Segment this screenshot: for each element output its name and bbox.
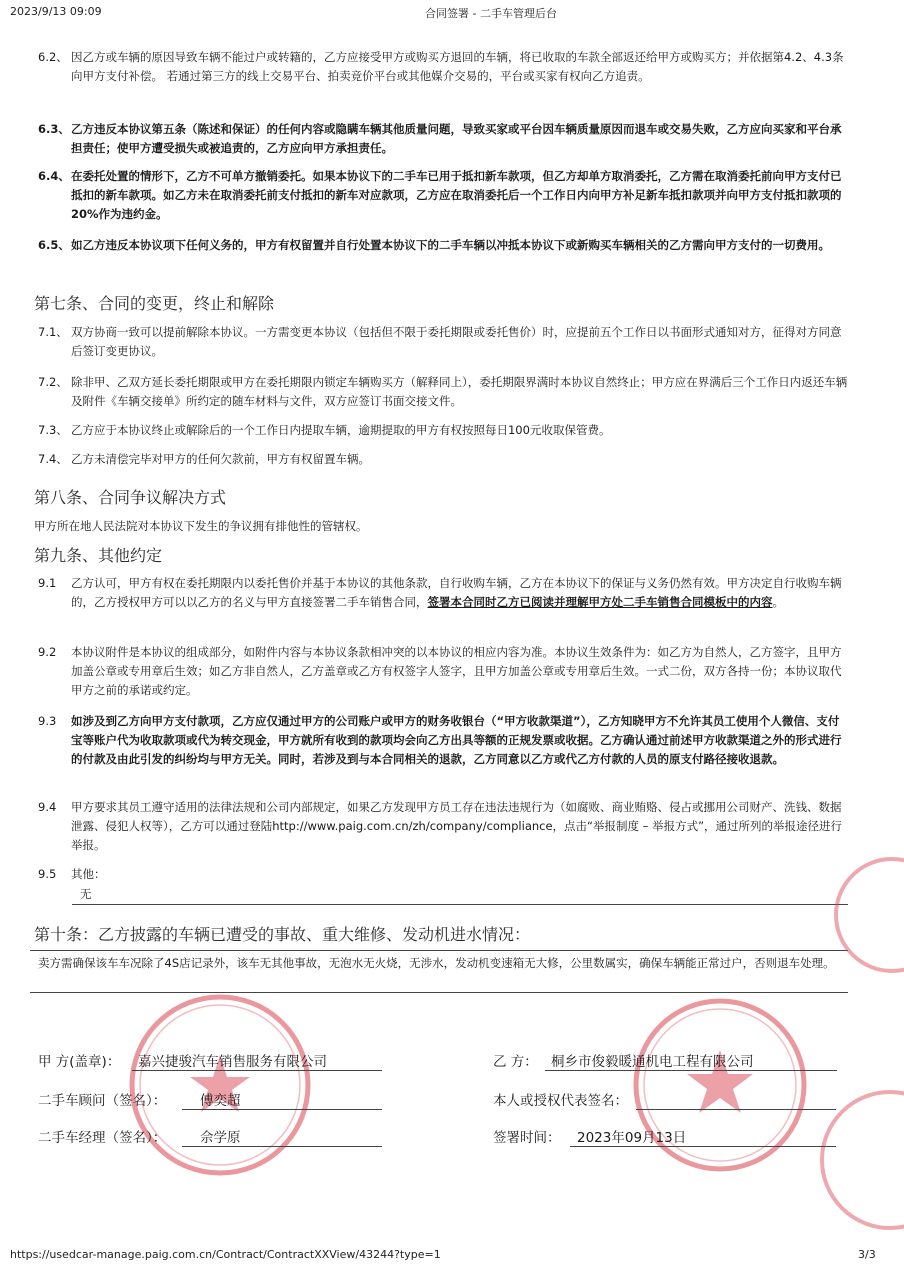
party-a-name: 嘉兴捷骏汽车销售服务有限公司: [138, 1054, 327, 1070]
article-7-heading: 第七条、合同的变更，终止和解除: [34, 294, 275, 313]
page-number: 3/3: [858, 1248, 876, 1261]
divider: [72, 904, 848, 905]
article-9-heading: 第九条、其他约定: [34, 546, 163, 565]
clause-number: 6.2、: [38, 50, 68, 64]
sign-date: 2023年09月13日: [577, 1130, 687, 1146]
article-8-text: 甲方所在地人民法院对本协议下发生的争议拥有排他性的管辖权。: [34, 519, 368, 533]
signature-line: [570, 1146, 836, 1147]
article-8-heading: 第八条、合同争议解决方式: [34, 488, 227, 507]
print-datetime: 2023/9/13 09:09: [10, 5, 102, 18]
signature-line: [545, 1070, 837, 1071]
clause-number: 9.3: [38, 714, 57, 728]
clause-number: 6.3、: [38, 122, 70, 136]
clause-number: 7.2、: [38, 375, 68, 389]
party-b-label: 乙 方：: [493, 1054, 538, 1070]
clause-number: 6.4、: [38, 169, 70, 183]
company-seal-b: [625, 990, 815, 1180]
clause-text: 乙方未清偿完毕对甲方的任何欠款前，甲方有权留置车辆。: [71, 452, 370, 466]
clause-number: 9.4: [38, 800, 57, 814]
clause-text-plain: 乙方认可，甲方有权在委托期限内以委托售价并基于本协议的其他条款，自行收购车辆，乙方在本协议下的保证与义务仍然有效。甲方决定自行收购车辆的，乙方授权甲方可以以乙方的名义与甲方直接签署二手车销售合同，: [71, 576, 842, 609]
sign-date-label: 签署时间：: [493, 1130, 561, 1146]
clause-text: 在委托处置的情形下，乙方不可单方撤销委托。如果本协议下的二手车已用于抵扣新车款项，但乙方却单方取消委托，乙方需在取消委托前向甲方支付已抵扣的新车款项。如乙方未在取消委托前支付抵扣的新车对应款项，乙方应在取消委托后一个工作日内向甲方补足新车抵扣款项并向甲方支付抵扣款项的20%作为违约金。: [71, 169, 842, 221]
manager-label: 二手车经理（签名）：: [38, 1130, 167, 1146]
clause-text: 乙方违反本协议第五条（陈述和保证）的任何内容或隐瞒车辆其他质量问题，导致买家或平台因车辆质量原因而退车或交易失败，乙方应向买家和平台承担责任；使甲方遭受损失或被追责的，乙方应向甲方承担责任。: [71, 122, 842, 155]
clause-label: 其他：: [71, 867, 106, 881]
article-10-heading: 第十条：乙方披露的车辆已遭受的事故、重大维修、发动机进水情况：: [34, 925, 531, 944]
clause-text: 甲方要求其员工遵守适用的法律法规和公司内部规定，如果乙方发现甲方员工存在违法违规行为（如腐败、商业贿赂、侵占或挪用公司财产、洗钱、数据泄露、侵犯人权等），乙方可以通过登陆http://www.paig.com.cn/zh/company/compliance，点击“举报制度 – 举报方式”，通过所列的举报途径进行举报。: [71, 800, 843, 852]
clause-text: 双方协商一致可以提前解除本协议。一方需变更本协议（包括但不限于委托期限或委托售价）时，应提前五个工作日以书面形式通知对方，征得对方同意后签订变更协议。: [71, 325, 842, 358]
partial-seal-edge: [800, 1085, 904, 1235]
partial-seal-edge: [812, 855, 904, 975]
clause-number: 9.2: [38, 645, 57, 659]
signature-line: [132, 1070, 382, 1071]
clause-text: [71, 574, 850, 612]
clause-number: 7.4、: [38, 452, 68, 466]
signature-line: [182, 1109, 382, 1110]
party-b-name: 桐乡市俊毅暖通机电工程有限公司: [551, 1054, 754, 1070]
divider: [30, 950, 848, 951]
clause-9-5-value: 无: [80, 887, 92, 901]
manager-name: 佘学原: [200, 1130, 241, 1146]
advisor-name: 傅奕超: [200, 1093, 241, 1109]
print-title: 合同签署 - 二手车管理后台: [425, 7, 557, 20]
clause-text: 本协议附件是本协议的组成部分，如附件内容与本协议条款相冲突的以本协议的相应内容为准。本协议生效条件为：如乙方为自然人，乙方签字，且甲方加盖公章或专用章后生效；如乙方非自然人，乙方盖章或乙方有权签字人签字，且甲方加盖公章或专用章后生效。一式二份，双方各持一份；本协议取代甲方之前的承诺或约定。: [71, 645, 842, 697]
clause-number: 9.5: [38, 867, 57, 881]
clause-text: 如乙方违反本协议项下任何义务的，甲方有权留置并自行处置本协议下的二手车辆以冲抵本协议下或新购买车辆相关的乙方需向甲方支付的一切费用。: [71, 238, 830, 252]
advisor-label: 二手车顾问（签名）：: [38, 1093, 167, 1109]
representative-label: 本人或授权代表签名：: [493, 1093, 628, 1109]
clause-text-end: 。: [772, 595, 784, 609]
clause-text: 除非甲、乙双方延长委托期限或甲方在委托期限内锁定车辆购买方（解释同上），委托期限界满时本协议自然终止；甲方应在界满后三个工作日内返还车辆及附件《车辆交接单》所约定的随车材料与文件，双方应签订书面交接文件。: [71, 375, 848, 408]
clause-number: 7.3、: [38, 423, 68, 437]
clause-text: 卖方需确保该车车况除了4S店记录外，该车无其他事故，无泡水无火烧，无涉水，发动机变速箱无大修，公里数属实，确保车辆能正常过户，否则退车处理。: [38, 956, 835, 970]
party-a-label: 甲 方(盖章)：: [38, 1054, 121, 1070]
signature-line: [636, 1109, 836, 1110]
clause-text: 如涉及到乙方向甲方支付款项，乙方应仅通过甲方的公司账户或甲方的财务收银台（“甲方收款渠道”），乙方知晓甲方不允许其员工使用个人微信、支付宝等账户代为收取款项或代为转交现金，甲方就所有收到的款项均会向乙方出具等额的正规发票或收据。乙方确认通过前述甲方收款渠道之外的形式进行的付款及由此引发的纠纷均与甲方无关。同时，若涉及到与本合同相关的退款，乙方同意以乙方或代乙方付款的人员的原支付路径接收退款。: [71, 714, 842, 766]
clause-number: 7.1、: [38, 325, 68, 339]
signature-line: [182, 1146, 382, 1147]
company-seal-a: [120, 985, 320, 1185]
clause-text: 乙方应于本协议终止或解除后的一个工作日内提取车辆，逾期提取的甲方有权按照每日100元收取保管费。: [71, 423, 611, 437]
clause-text-bold: 签署本合同时乙方已阅读并理解甲方处二手车销售合同模板中的内容: [427, 595, 773, 609]
print-url: https://usedcar-manage.paig.com.cn/Contract/ContractXXView/43244?type=1: [10, 1248, 441, 1261]
clause-text: 因乙方或车辆的原因导致车辆不能过户或转籍的，乙方应接受甲方或购买方退回的车辆，将已收取的车款全部返还给甲方或购买方；并依据第4.2、4.3条向甲方支付补偿。 若通过第三方的线上交易平台、拍卖竞价平台或其他媒介交易的，平台或买家有权向乙方追责。: [71, 50, 844, 83]
clause-number: 6.5、: [38, 238, 70, 252]
clause-number: 9.1: [38, 576, 57, 590]
